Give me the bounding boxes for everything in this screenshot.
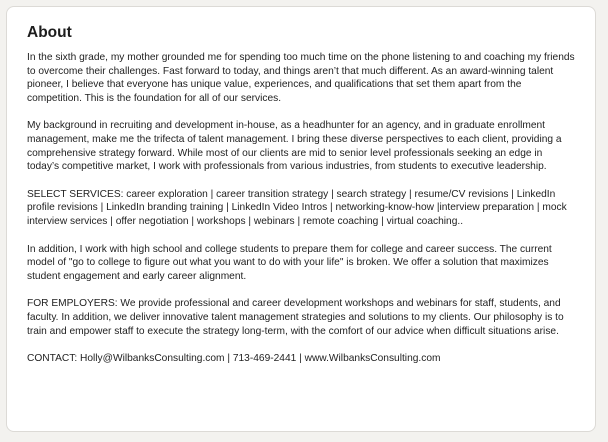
- about-paragraph-contact: CONTACT: Holly@WilbanksConsulting.com | 713-469-2441 | www.WilbanksConsulting.com: [27, 353, 441, 365]
- about-paragraph-employers: FOR EMPLOYERS: We provide professional and career development workshops and webinars for staff, students, and faculty. In addition, we deliver innovative talent management strategies and solutions to my clients. Our philosophy is to train and empower staff to execute the strategy long-term, with the comfort of our advice when difficult situations arise.: [27, 298, 564, 337]
- about-paragraph-services: SELECT SERVICES: career exploration | career transition strategy | search strategy | resume/CV revisions | LinkedIn profile revisions | LinkedIn branding training | LinkedIn Video Intros | networking-know-how |interview preparation | mock interview services | offer negotiation | workshops | webinars | remote coaching | virtual coaching..: [27, 188, 567, 227]
- section-title: About: [27, 24, 72, 41]
- about-paragraph-students: In addition, I work with high school and college students to prepare them for college and career success. The current model of "go to college to figure out what you want to do with your life" is broken. We offer a solution that maximizes student engagement and early career alignment.: [27, 243, 552, 282]
- about-paragraph-intro: In the sixth grade, my mother grounded me for spending too much time on the phone listening to and coaching my friends to overcome their challenges. Fast forward to today, and things aren’t that much different. As an award-winning talent pioneer, I believe that everyone has unique value, experiences, and qualifications that set them apart from the competition. This is the foundation for all of our services.: [27, 52, 575, 104]
- about-card: [6, 6, 596, 432]
- about-paragraph-background: My background in recruiting and development in-house, as a headhunter for an agency, and in graduate enrollment management, make me the trifecta of talent management. I bring these diverse perspectives to each client, providing a comprehensive strategy forward. While most of our clients are mid to senior level professionals seeking an edge in today’s competitive market, I work with professionals from various industries, from students to executive leadership.: [27, 120, 562, 173]
